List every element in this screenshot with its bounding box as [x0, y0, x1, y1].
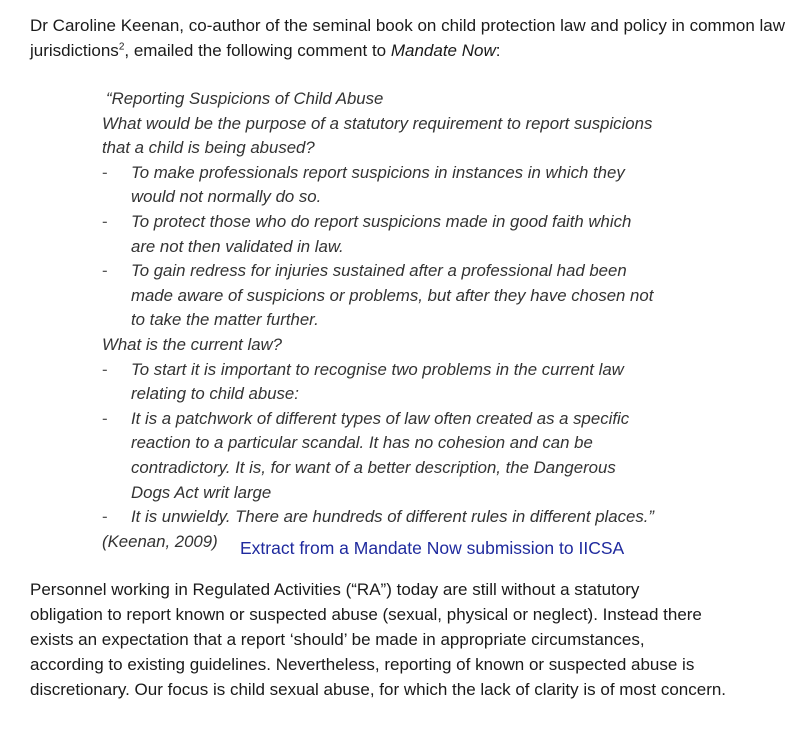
- list-item-line: To make professionals report suspicions in instances in which they: [131, 162, 625, 182]
- list-item-line: reaction to a particular scandal. It has no cohesion and can be: [131, 433, 593, 453]
- list-item-line: to take the matter further.: [131, 310, 319, 330]
- body-paragraph: [30, 578, 800, 703]
- quote-reference: (Keenan, 2009): [102, 531, 218, 551]
- dash-bullet: -: [102, 261, 108, 281]
- list-item-line: made aware of suspicions or problems, but after they have chosen not: [131, 285, 654, 305]
- list-item: [102, 407, 742, 505]
- mandate-now-name: Mandate Now: [390, 40, 496, 60]
- list-item: [102, 210, 742, 259]
- paragraph-line: exists an expectation that a report ‘should’ be made in appropriate circumstances,: [30, 629, 645, 649]
- dash-bullet: -: [102, 211, 108, 231]
- dash-bullet: -: [102, 408, 108, 428]
- list-item-line: relating to child abuse:: [131, 384, 299, 404]
- paragraph-line: discretionary. Our focus is child sexual abuse, for which the lack of clarity is of most concern.: [30, 679, 727, 699]
- list-item-line: are not then validated in law.: [131, 236, 344, 256]
- list-item: [102, 358, 742, 407]
- paragraph-line: obligation to report known or suspected abuse (sexual, physical or neglect). Instead there: [30, 604, 702, 624]
- list-item-line: contradictory. It is, for want of a better description, the Dangerous: [131, 457, 616, 477]
- question-one-line-2: that a child is being abused?: [102, 138, 315, 158]
- footnote-marker: 2: [118, 40, 125, 52]
- paragraph-line: according to existing guidelines. Nevertheless, reporting of known or suspected abuse is: [30, 654, 695, 674]
- list-item-line: would not normally do so.: [131, 187, 322, 207]
- intro-text: Dr Caroline Keenan, co-author of the seminal book on child protection law and policy in common law jurisdictions: [30, 16, 786, 60]
- dash-bullet: -: [102, 162, 108, 182]
- question-two: What is the current law?: [102, 334, 283, 354]
- quote-title: “Reporting Suspicions of Child Abuse: [106, 89, 384, 108]
- list-item: [102, 259, 742, 333]
- dash-bullet: -: [102, 507, 108, 527]
- list-item-line: To start it is important to recognise two problems in the current law: [131, 359, 624, 379]
- intro-paragraph: [30, 14, 800, 63]
- extract-caption: Extract from a Mandate Now submission to IICSA: [240, 538, 625, 558]
- intro-text-cont: , emailed the following comment to: [124, 40, 391, 60]
- block-quote: [102, 87, 742, 554]
- list-item: [102, 505, 742, 530]
- list-item-line: Dogs Act writ large: [131, 482, 272, 502]
- list-item-line: To protect those who do report suspicions made in good faith which: [131, 211, 632, 231]
- intro-end: :: [495, 40, 501, 60]
- list-item-line: It is a patchwork of different types of law often created as a specific: [131, 408, 630, 428]
- question-one-line-1: What would be the purpose of a statutory requirement to report suspicions: [102, 113, 653, 133]
- list-item-line: It is unwieldy. There are hundreds of different rules in different places.”: [131, 507, 654, 527]
- list-item: [102, 161, 742, 210]
- paragraph-line: Personnel working in Regulated Activities (“RA”) today are still without a statutory: [30, 580, 640, 599]
- dash-bullet: -: [102, 359, 108, 379]
- list-item-line: To gain redress for injuries sustained after a professional had been: [131, 261, 627, 281]
